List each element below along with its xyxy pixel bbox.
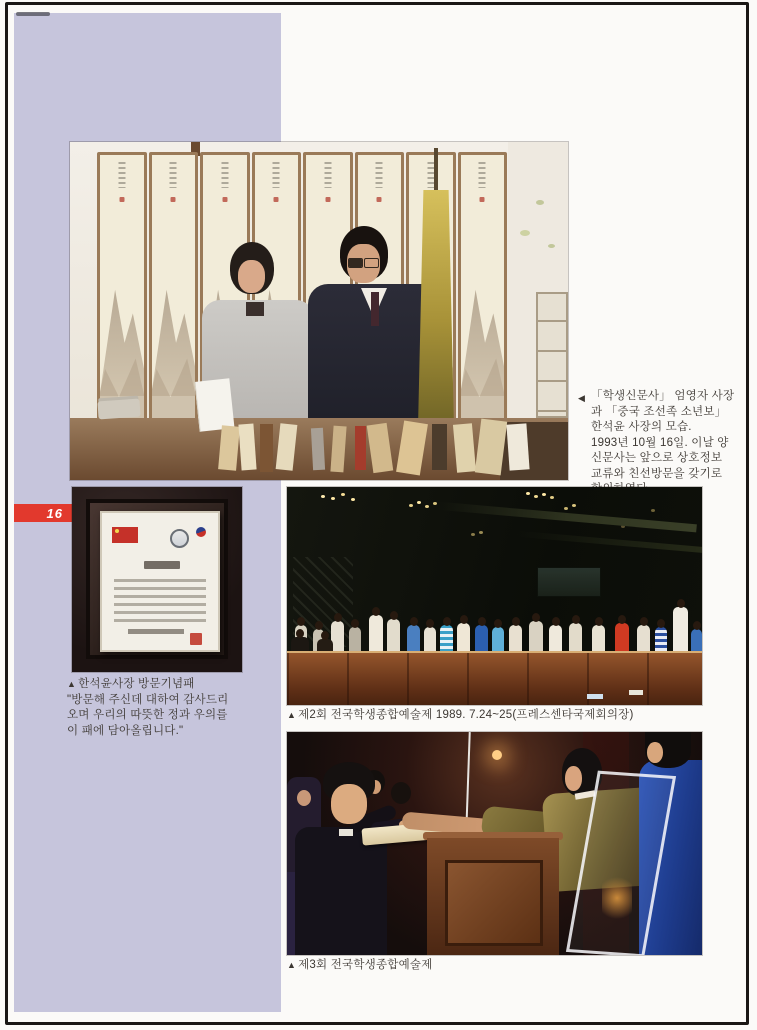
plaque-title-text bbox=[144, 561, 180, 569]
file-spine bbox=[506, 423, 529, 470]
page-number: 16 bbox=[46, 505, 63, 521]
page-number-tab bbox=[14, 504, 72, 522]
caption-line: 오며 우리의 따뜻한 정과 우의를 bbox=[67, 709, 228, 721]
crowd-person bbox=[569, 623, 582, 655]
flag bbox=[418, 190, 454, 428]
file-spine bbox=[311, 428, 325, 471]
woman-face bbox=[238, 260, 265, 293]
crowd-person bbox=[637, 625, 650, 655]
man-tie bbox=[371, 292, 379, 326]
ceiling-beam bbox=[437, 502, 697, 533]
screen-panel bbox=[149, 152, 199, 425]
crowd-person bbox=[673, 607, 688, 655]
caption-line: 신문사는 앞으로 상호정보 bbox=[591, 452, 723, 464]
china-flag-star bbox=[115, 529, 119, 533]
red-seal bbox=[190, 633, 202, 645]
boy-body bbox=[295, 827, 387, 955]
left-pointer-icon: ◀ bbox=[578, 393, 586, 403]
file-spine bbox=[355, 426, 366, 470]
caption-text: 제2회 전국학생종합예술제 1989. 7.24~25(프레스센타국제회의장) bbox=[298, 709, 634, 721]
file-spine bbox=[453, 423, 476, 472]
file-spine bbox=[432, 424, 447, 470]
crowd-person bbox=[369, 615, 383, 655]
paper-stack bbox=[194, 378, 234, 431]
crowd-person bbox=[615, 623, 629, 655]
caption-line: "방문해 주신데 대하여 감사드리 bbox=[67, 693, 229, 706]
crowd-person bbox=[387, 619, 400, 655]
lamp-glow bbox=[492, 750, 502, 760]
scan-speck bbox=[536, 200, 544, 205]
taegeuk-badge bbox=[196, 527, 206, 537]
file-spine bbox=[238, 424, 256, 471]
screen-panel bbox=[97, 152, 147, 425]
up-pointer-icon: ▲ bbox=[67, 679, 77, 689]
attendant-face bbox=[647, 742, 663, 763]
stage-paper bbox=[587, 694, 603, 699]
stage-paper bbox=[629, 690, 643, 695]
caption-line: 과 「중국 조선족 소년보」 bbox=[591, 405, 727, 418]
caption-line: 1993년 10월 16일. 이날 양 bbox=[591, 436, 729, 449]
crowd-person bbox=[529, 621, 543, 655]
photo-festival-audience bbox=[287, 487, 702, 705]
boy-collar bbox=[339, 829, 353, 836]
stage-front bbox=[287, 653, 702, 705]
crowd-person bbox=[492, 627, 504, 655]
crowd-person bbox=[440, 625, 453, 655]
boy-face bbox=[331, 784, 367, 824]
window bbox=[536, 292, 568, 418]
caption-festival-2 bbox=[287, 708, 707, 724]
crowd-person bbox=[457, 623, 470, 655]
acrylic-award-glint bbox=[602, 872, 632, 924]
caption-office-meeting bbox=[578, 389, 757, 498]
audience-row bbox=[287, 587, 702, 655]
up-pointer-icon: ▲ bbox=[287, 960, 297, 970]
background-child-hair bbox=[391, 782, 411, 804]
crowd-person bbox=[549, 625, 562, 655]
caption-line: 교류와 친선방문을 갖기로 bbox=[591, 467, 723, 480]
crowd-person bbox=[407, 625, 420, 655]
photo-commemorative-plaque bbox=[72, 487, 242, 672]
plaque-caption-title: 한석윤사장 방문기념패 bbox=[78, 678, 195, 690]
caption-plaque bbox=[67, 677, 282, 739]
photo-award-ceremony bbox=[287, 732, 702, 955]
file-spine bbox=[260, 424, 273, 472]
telephone bbox=[97, 399, 140, 420]
flag-pole bbox=[434, 148, 438, 194]
crowd-person bbox=[691, 629, 702, 655]
screen-panel bbox=[458, 152, 508, 425]
crowd-person bbox=[592, 625, 605, 655]
background-child-face bbox=[297, 790, 311, 806]
up-pointer-icon: ▲ bbox=[287, 710, 297, 720]
caption-line: 이 패에 담아올립니다." bbox=[67, 724, 184, 737]
caption-line: 한석윤 사장의 모습. bbox=[591, 421, 692, 433]
crowd-person bbox=[655, 627, 667, 655]
crowd-person bbox=[475, 625, 488, 655]
presenter-face bbox=[565, 766, 582, 791]
file-spine bbox=[218, 425, 240, 470]
ceiling-lights bbox=[321, 495, 325, 498]
plaque-body-text bbox=[114, 579, 206, 623]
crowd-person bbox=[509, 625, 522, 655]
photo-office-meeting bbox=[70, 142, 568, 480]
scan-speck bbox=[548, 244, 555, 248]
caption-line bbox=[67, 677, 282, 693]
plaque-footer-text bbox=[128, 629, 184, 634]
caption-festival-3 bbox=[287, 958, 587, 974]
round-emblem bbox=[170, 529, 189, 548]
woman-blouse bbox=[246, 302, 264, 316]
man-glasses-right bbox=[364, 258, 379, 268]
man-glasses bbox=[348, 258, 363, 268]
crowd-person bbox=[349, 627, 361, 655]
podium-panel bbox=[445, 860, 543, 946]
crowd-person bbox=[424, 627, 436, 655]
ceiling-beam bbox=[517, 531, 702, 554]
scan-speck bbox=[520, 230, 530, 236]
caption-text: 제3회 전국학생종합예술제 bbox=[298, 959, 433, 971]
caption-line: 「학생신문사」 엄영자 사장 bbox=[591, 390, 735, 402]
